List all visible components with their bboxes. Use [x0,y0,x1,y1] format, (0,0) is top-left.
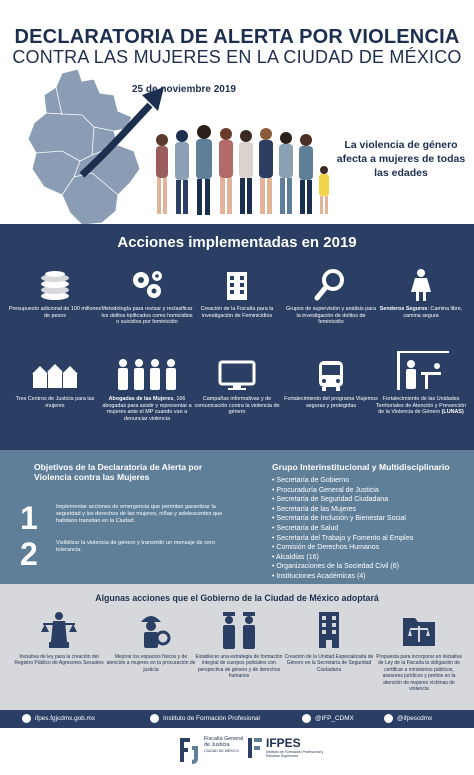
accion-bold-tail: (LUNAS) [441,409,464,416]
accion-text: Metodología para revisar y reclasificar los delitos tipificados como homicidios o suicidios por feminicidio [101,306,193,326]
objetivos-section [0,450,474,584]
grupo-title: Grupo Interinstitucional y Multidisciplinario [272,462,450,472]
grupo-item: • Comisión de Derechos Humanos [272,543,472,553]
women-group-icon [148,120,334,220]
accion-abogadas [100,358,194,422]
accion-metodologia [100,268,194,326]
fgj-logo-text [204,736,244,755]
gobierno-text: Establecer una estrategia de formación integral de cuerpos policiales con perspectiva de género y de derechos humanos [195,654,283,680]
accion-lunas [374,348,468,416]
accion-bold: Senderos Seguros [379,306,428,312]
social-web-text: ifpes.fgjcdmx.gob.mx [35,715,96,722]
accion-text: Fortalecimiento de las Unidades Territoriales de Atención y Prevención de la Violencia de Género [375,396,467,416]
social-instagram-link[interactable] [384,714,432,723]
grupo-item: • Secretaría de las Mujeres [272,505,472,515]
objetivo-number: 1 [20,500,38,536]
objetivo-text: Visibilizar la violencia de género y transmitir un mensaje de cero tolerancia. [56,540,216,554]
accion-centros-justicia [8,358,102,409]
objetivos-title: Objetivos de la Declaratoria de Alerta por Violencia contra las Mujeres [34,462,203,482]
facebook-icon [150,714,159,723]
gobierno-espacios [106,610,196,673]
office-building-icon [309,610,349,650]
page-title-line2: CONTRA LAS MUJERES EN LA CIUDAD DE MÉXICO [12,47,462,67]
accion-text: Creación de la Fiscalía para la investigación de Feminicidios [200,306,274,319]
accion-text: Fortalecimiento del programa Viajemos seguras y protegidas [284,396,378,409]
social-twitter-text: @IFP_CDMX [315,715,354,722]
acciones-title: Acciones implementadas en 2019 [117,234,357,251]
social-facebook-text: Instituto de Formación Profesional [163,715,260,722]
houses-icon [30,358,80,392]
accion-text: : Camina libre, camina segura [403,306,463,319]
grupo-item: • Procuraduría General de Justicia [272,486,472,496]
accion-campanas [190,358,284,416]
bus-icon [313,358,349,392]
magnifier-icon [313,268,349,302]
gobierno-text: Propuesta para incorporar en iniciativa de Ley de la Fiscalía la obligación de certificar a ministerios públicos, asesores jurídicos y peritos en la atención de mujeres víctimas de violencia [376,654,462,693]
instagram-icon [384,714,393,723]
grupo-item: • Instituciones Académicas (4) [272,572,472,582]
social-web-link[interactable] [22,714,95,723]
accion-bold: Abogadas de las Mujeres [108,396,174,402]
grupo-item: • Secretaría de Salud [272,524,472,534]
globe-icon [22,714,31,723]
monitor-icon [217,358,257,392]
gobierno-registro [14,610,104,667]
social-instagram-text: @ifpescdmx [397,715,433,722]
justice-statue-icon [39,610,79,650]
social-bar [0,710,474,728]
objetivo-text: Implementar acciones de emergencia que permitan garantizar la seguridad y los derechos de las mujeres, niñas y adolescentes que habitano transitan en la Ciudad. [56,504,223,525]
accion-fiscalia [190,268,284,319]
woman-walking-icon [403,268,439,302]
social-facebook-link[interactable] [150,714,260,723]
grupo-item: • Secretaría de Inclusión y Bienestar Social [272,514,472,524]
fgj-sub: CIUDAD DE MÉXICO [204,749,239,754]
accion-text: Campañas informativas y de comunicación contra la violencia de género [194,396,280,416]
grupo-item: • Alcaldías (16) [272,553,472,563]
ifpes-logo-subtext: Instituto de Formación Profesional y Estudios Superiores [266,750,324,759]
gobierno-formacion [194,610,284,680]
grupo-item: • Secretaría del Trabajo y Fomento al Empleo [272,534,472,544]
date-label: 25 de noviembre 2019 [132,84,236,95]
fgj-logo-icon [176,734,202,766]
accion-text: Presupuesto adicional de 100 millones de pesos [8,306,102,319]
gobierno-text: Mejorar los espacios físicos y de atención a mujeres en la procuración de justicia [106,654,196,673]
gobierno-iniciativa-ley [374,610,464,692]
footer-logos [0,728,474,775]
page-title-line1: DECLARATORIA DE ALERTA POR VIOLENCIA [14,26,460,48]
gobierno-text: Iniciativa de ley para la creación del Registro Público de Agresores Sexuales [14,654,104,667]
accion-text: , 166 abogadas para asistir y representar a mujeres ante el MP cuando van a denunciar violencia [102,396,192,422]
building-icon [219,268,255,302]
header-section [0,0,474,224]
social-twitter-link[interactable] [302,714,354,723]
grupo-item: • Organizaciones de la Sociedad Civil (6) [272,562,472,572]
grupo-list [272,476,472,582]
gobierno-section [0,584,474,710]
desk-attention-icon [391,348,451,392]
gobierno-unidad-genero [284,610,374,673]
objetivo-number: 2 [20,536,38,572]
accion-text: Tres Centros de Justicia para las mujeres [15,396,95,409]
accion-grupos-supervision [284,268,378,326]
police-officers-icon [217,610,261,650]
folder-scales-icon [399,610,439,650]
grupo-item: • Secretaría de Seguridad Ciudadana [272,495,472,505]
twitter-icon [302,714,311,723]
coins-icon [37,268,73,302]
grupo-item: • Secretaría de Gobierno [272,476,472,486]
accion-viajemos-seguras [284,358,378,409]
acciones-section [0,224,474,450]
ifpes-logo-text: IFPES [266,736,301,750]
construction-worker-icon [131,610,171,650]
lawyers-icon [115,358,179,392]
tagline-text: La violencia de género afecta a mujeres de todas las edades [336,139,466,179]
accion-text: Grupos de supervisión y análisis para la investigación de delitos de feminicidio [286,306,376,326]
gobierno-title: Algunas acciones que el Gobierno de la Ciudad de México adoptará [95,593,379,603]
ifpes-logo-icon [246,736,264,760]
accion-presupuesto [8,268,102,319]
gears-icon [129,268,165,302]
gobierno-text: Creación de la Unidad Especializada de Género en la Secretaría de Seguridad Ciudadana [284,654,374,673]
fgj-name: Fiscalía General de Justicia [204,736,244,749]
accion-senderos-seguros [374,268,468,319]
